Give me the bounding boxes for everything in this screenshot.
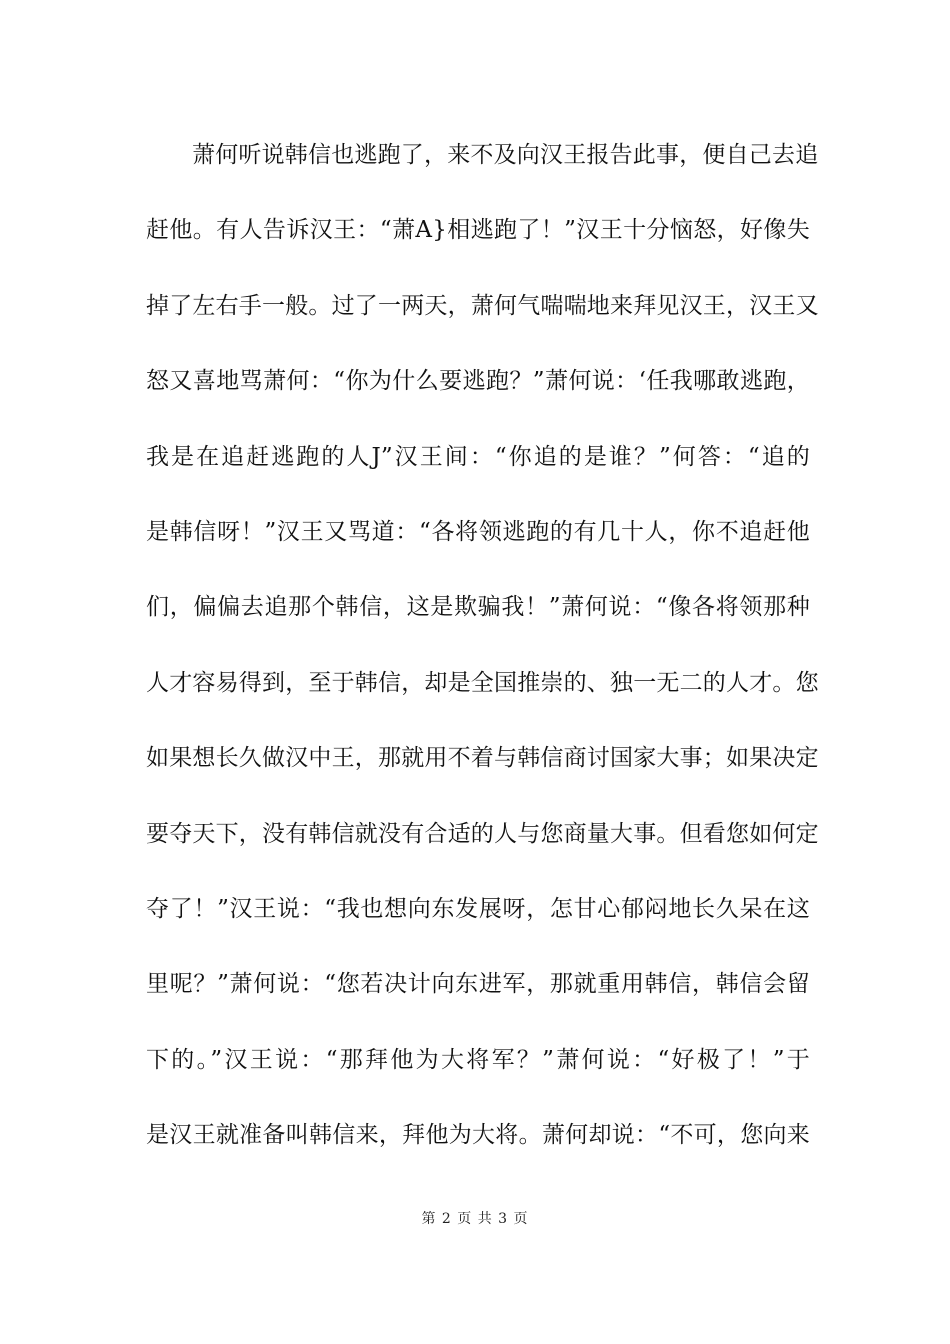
body-text [146, 133, 819, 1188]
text-line: 我是在追赶逃跑的人J”汉王间：“你追的是谁？”何答：“追的 [146, 443, 810, 470]
text-line: 萧何听说韩信也逃跑了，来不及向汉王报告此事，便自己去追 [192, 142, 819, 168]
text-line: 掉了左右手一般。过了一两天，萧何气喘喘地来拜见汉王，汉王又 [146, 292, 819, 319]
text-line: 们，偏偏去追那个韩信，这是欺骗我！”萧何说：“像各将领那种 [146, 594, 810, 621]
text-line: 夺了！”汉王说：“我也想向东发展呀，怎甘心郁闷地长久呆在这 [146, 895, 810, 922]
text-line: 是韩信呀！”汉王又骂道：“各将领逃跑的有几十人，你不追赶他 [146, 518, 810, 545]
text-line: 是汉王就准备叫韩信来，拜他为大将。萧何却说：“不可，您向来 [146, 1122, 810, 1149]
page-number-footer: 第 2 页 共 3 页 [421, 1211, 529, 1227]
text-line: 下的。”汉王说：“那拜他为大将军？”萧何说：“好极了！”于 [146, 1046, 810, 1073]
text-line: 人才容易得到，至于韩信，却是全国推崇的、独一无二的人才。您 [146, 669, 819, 696]
text-line: 赶他。有人告诉汉王：“萧A}相逃跑了！”汉王十分恼怒，好像失 [146, 217, 810, 244]
text-line: 怒又喜地骂萧何：“你为什么要逃跑？”萧何说：‘任我哪敢逃跑， [146, 368, 810, 395]
text-line: 要夺天下，没有韩信就没有合适的人与您商量大事。但看您如何定 [146, 820, 819, 847]
text-line: 里呢？”萧何说：“您若决计向东进军，那就重用韩信，韩信会留 [146, 971, 810, 998]
text-line: 如果想长久做汉中王，那就用不着与韩信商讨国家大事；如果决定 [146, 745, 819, 772]
